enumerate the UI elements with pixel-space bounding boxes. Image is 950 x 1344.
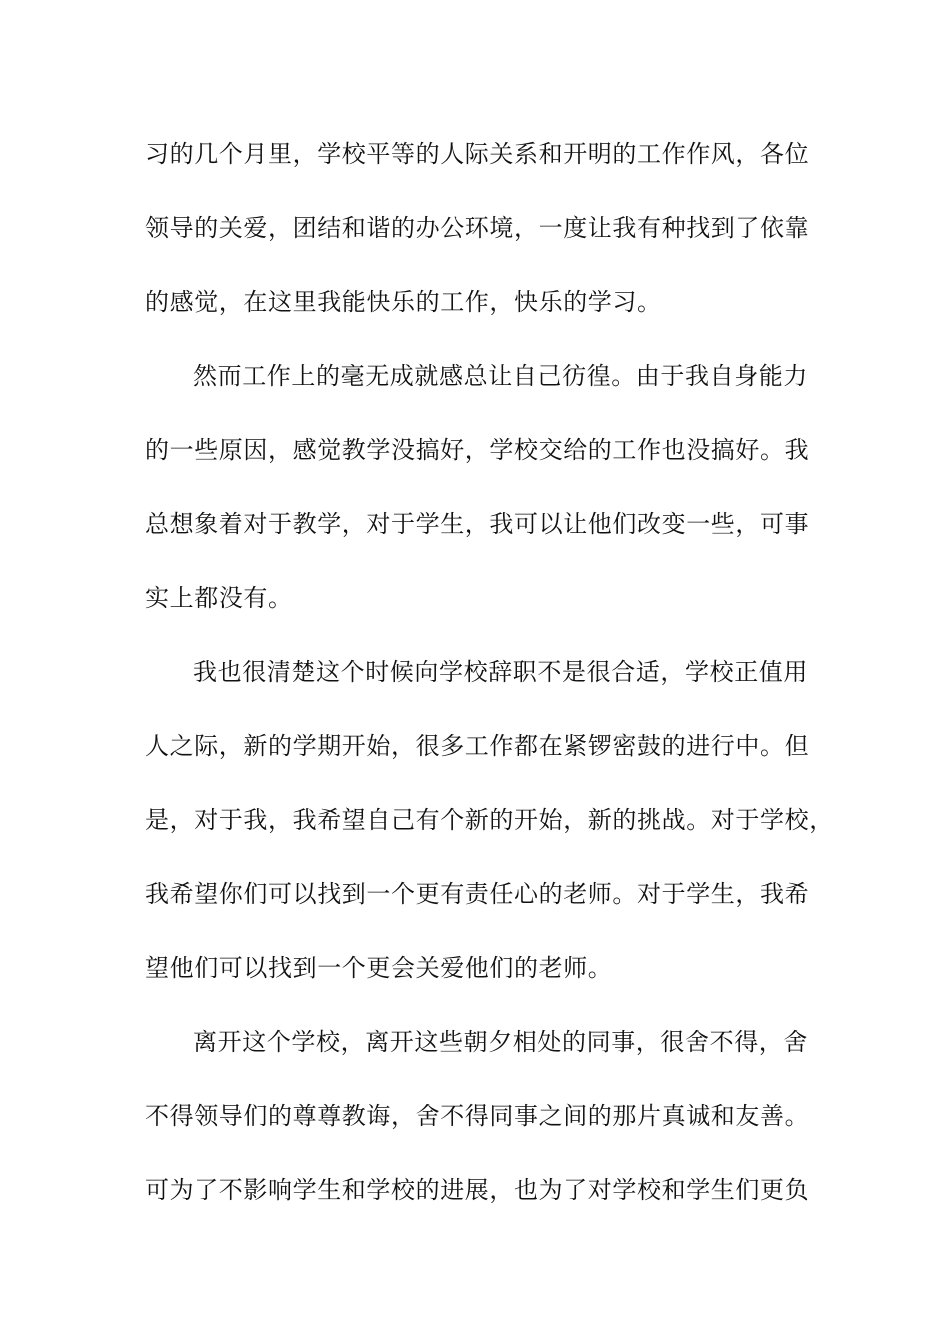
text-line: 离开这个学校，离开这些朝夕相处的同事，很舍不得，舍	[193, 1028, 808, 1056]
text-line: 实上都没有。	[145, 584, 293, 612]
text-line: 的一些原因，感觉教学没搞好，学校交给的工作也没搞好。我	[145, 436, 810, 464]
text-line: 然而工作上的毫无成就感总让自己彷徨。由于我自身能力	[193, 362, 808, 390]
text-line: 习的几个月里，学校平等的人际关系和开明的工作作风，各位	[145, 140, 810, 168]
text-line: 总想象着对于教学，对于学生，我可以让他们改变一些，可事	[145, 510, 810, 538]
text-line: 不得领导们的尊尊教诲，舍不得同事之间的那片真诚和友善。	[145, 1102, 810, 1130]
text-line: 的感觉，在这里我能快乐的工作，快乐的学习。	[145, 288, 662, 316]
text-line: 我希望你们可以找到一个更有责任心的老师。对于学生，我希	[145, 880, 810, 908]
text-line: 望他们可以找到一个更会关爱他们的老师。	[145, 954, 613, 982]
text-line: 领导的关爱，团结和谐的办公环境，一度让我有种找到了依靠	[145, 214, 810, 242]
text-line: 可为了不影响学生和学校的进展，也为了对学校和学生们更负	[145, 1176, 810, 1204]
text-line: 人之际，新的学期开始，很多工作都在紧锣密鼓的进行中。但	[145, 732, 810, 760]
text-line: 我也很清楚这个时候向学校辞职不是很合适，学校正值用	[193, 658, 808, 686]
text-line: 是，对于我，我希望自己有个新的开始，新的挑战。对于学校，	[145, 806, 834, 834]
